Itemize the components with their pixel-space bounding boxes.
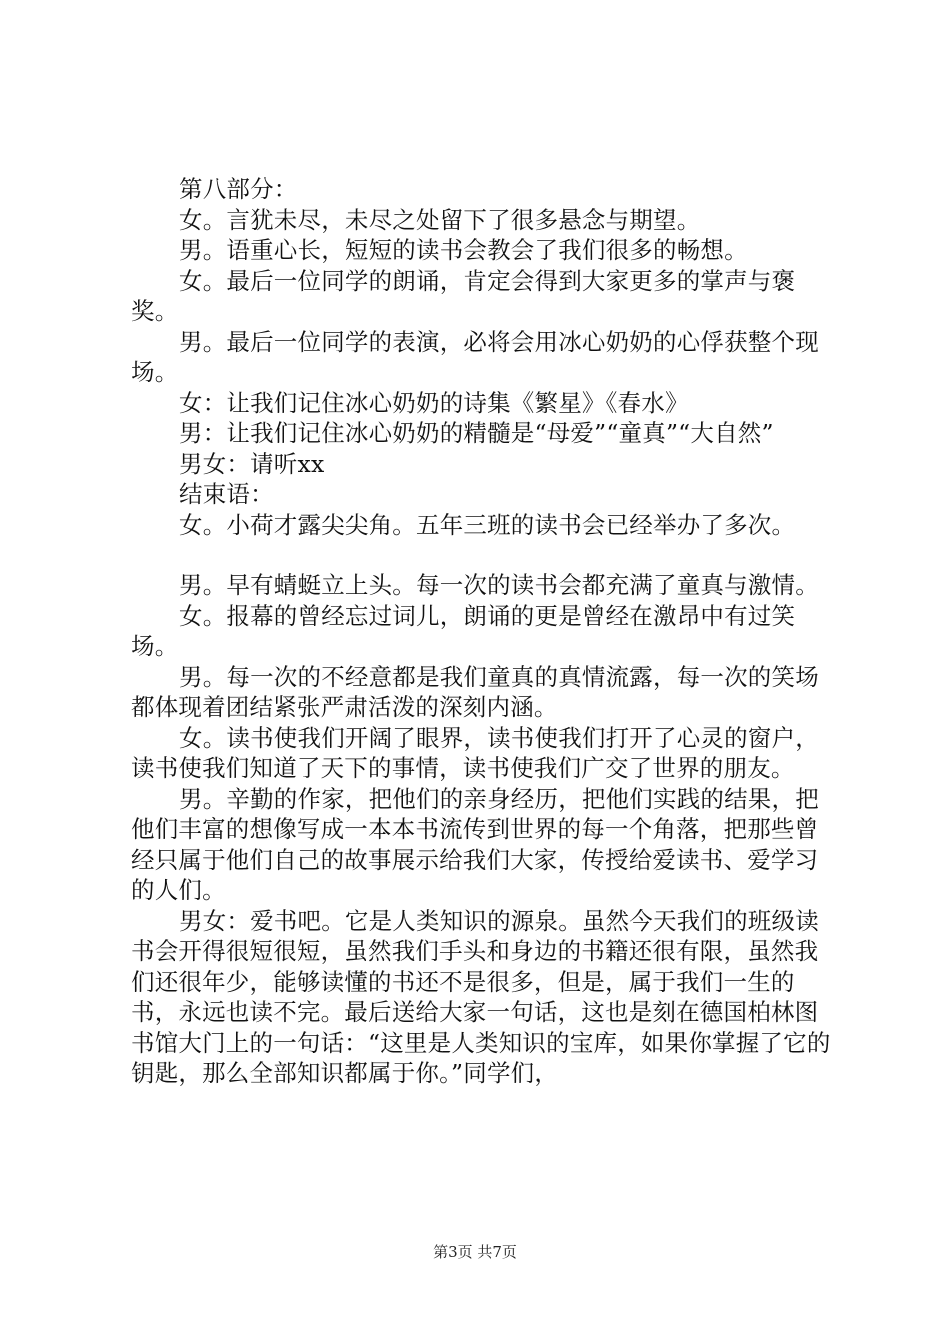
dialogue-line: 男。辛勤的作家，把他们的亲身经历，把他们实践的结果，把他们丰富的想像写成一本本书流传到世界的每一个角落，把那些曾经只属于他们自己的故事展示给我们大家，传授给爱读书、爱学习的人们。 xyxy=(131,784,819,904)
section-heading-part-eight: 第八部分： xyxy=(179,175,298,203)
dialogue-line: 女。最后一位同学的朗诵，肯定会得到大家更多的掌声与褒奖。 xyxy=(131,266,796,325)
dialogue-line: 女：让我们记住冰心奶奶的诗集《繁星》《春水》 xyxy=(179,388,689,417)
dialogue-line: 男。早有蜻蜓立上头。每一次的读书会都充满了童真与激情。 xyxy=(179,571,819,599)
dialogue-line: 女。读书使我们开阔了眼界，读书使我们打开了心灵的窗户，读书使我们知道了天下的事情，读书使我们广交了世界的朋友。 xyxy=(131,723,819,782)
document-body xyxy=(131,174,841,1089)
section-heading-closing: 结束语： xyxy=(179,480,274,508)
dialogue-line: 男：让我们记住冰心奶奶的精髓是“母爱”“童真”“大自然” xyxy=(179,419,774,447)
page-number-footer: 第3页 共7页 xyxy=(433,1243,517,1261)
dialogue-line: 男。语重心长，短短的读书会教会了我们很多的畅想。 xyxy=(179,236,748,264)
dialogue-line: 男女：请听xx xyxy=(179,449,325,478)
dialogue-line: 女。小荷才露尖尖角。五年三班的读书会已经举办了多次。 xyxy=(179,510,796,539)
dialogue-line: 女。言犹未尽，未尽之处留下了很多悬念与期望。 xyxy=(179,205,701,234)
dialogue-line: 男女：爱书吧。它是人类知识的源泉。虽然今天我们的班级读书会开得很短很短，虽然我们手头和身边的书籍还很有限，虽然我们还很年少，能够读懂的书还不是很多，但是，属于我们一生的书，永远也读不完。最后送给大家一句话，这也是刻在德国柏林图书馆大门上的一句话：“这里是人类知识的宝库，如果你掌握了它的钥匙，那么全部知识都属于你。”同学们， xyxy=(131,906,831,1087)
dialogue-line: 女。报幕的曾经忘过词儿，朗诵的更是曾经在激昂中有过笑场。 xyxy=(131,601,796,660)
dialogue-line: 男。每一次的不经意都是我们童真的真情流露，每一次的笑场都体现着团结紧张严肃活泼的深刻内涵。 xyxy=(131,662,819,721)
blank-line xyxy=(131,540,841,570)
dialogue-line: 男。最后一位同学的表演，必将会用冰心奶奶的心俘获整个现场。 xyxy=(131,327,819,386)
